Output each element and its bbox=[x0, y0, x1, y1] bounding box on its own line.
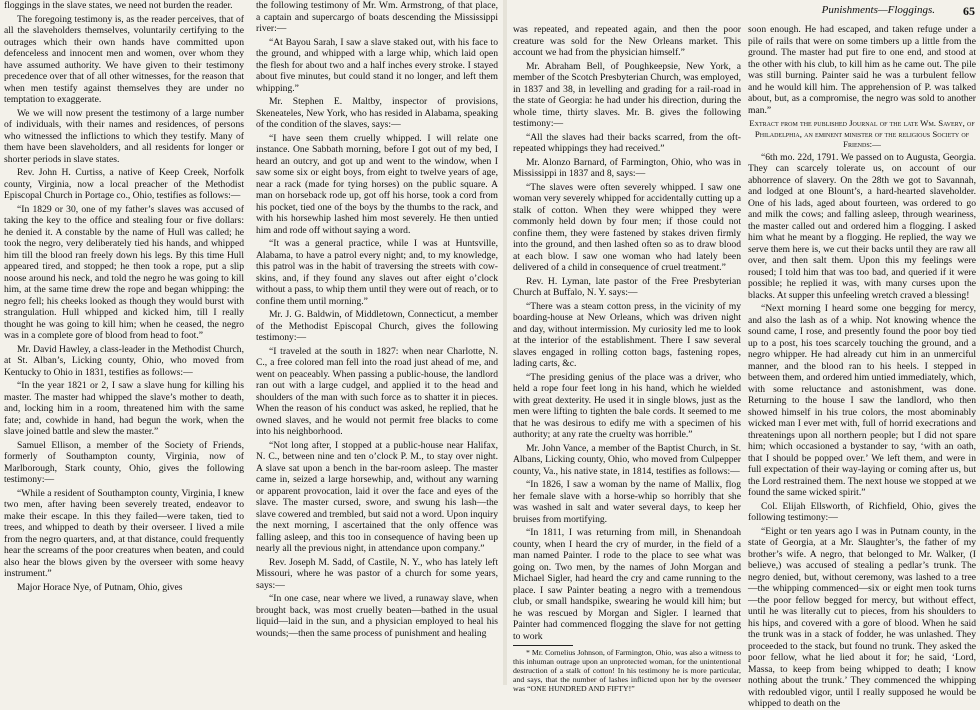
paragraph: Major Horace Nye, of Putnam, Ohio, gives bbox=[17, 581, 183, 593]
quotation: “In one case, near where we lived, a runaway slave, when brought back, was most cruelly beaten—bathed in the usual liquid—laid in the sun, and a physician employed to heal his wounds;—then the same process of punishment and healing bbox=[256, 593, 498, 639]
page-number: 65 bbox=[963, 4, 975, 18]
quotation: “In 1829 or 30, one of my father’s slaves was accused of taking the key to the office and stealing four or five dollars: he denied it. A constable by the name of Hull was called; he took the negro, very deliberately tied his hands, and whipped him till the blood ran freely down his legs. By this time Hull appeared tired, and stopped; he then took a rope, put a slip noose around his neck, and told the negro he was going to kill him, at the same time drew the rope and began whipping: the negro fell; his cheeks looked as though they would burst with strangulation. Hull whipped and kicked him, till I really thought he was going to kill him; when he ceased, the negro was in a complete gore of blood from head to foot.” bbox=[4, 203, 244, 341]
quotation: “I have seen them cruelly whipped. I will relate one instance. One Sabbath morning, before I got out of my bed, I heard an outcry, and got up and went to the window, when I saw some six or eight boys, from eight to twelve years of age, near a rack (made for tying horses) on the public square. A man on horseback rode up, got off his horse, took a cord from his pocket, tied one of the boys by the thumbs to the rack, and with his horsewhip lashed him most severely. He then untied him and rode off without saying a word. bbox=[256, 132, 498, 236]
paragraph: The foregoing testimony is, as the reader perceives, that of all the slaveholders themselves, voluntarily certifying to the outrages which their own hands have committed upon defenceless and innocent men and women, over whom they have assumed authority. We have given to their testimony precedence over that of all other witnesses, for the reason that when men testify against themselves they are under no temptation to exaggerate. bbox=[4, 13, 244, 105]
paragraph: soon enough. He had escaped, and taken refuge under a pile of rails that were on some timbers up a little from the ground. The master had put fire to one end, and stood at the other with his club, to kill him as he came out. The pile was still burning. Painter said he was a turbulent fellow and he would kill him. The apprehension of P. was talked about, but, as a compromise, the negro was sold to another man.” bbox=[748, 24, 976, 116]
paragraph: was repeated, and repeated again, and then the poor creature was sold for the New Orleans market. This account we had from the physician himself.” bbox=[513, 24, 741, 58]
paragraph: Rev. H. Lyman, late pastor of the Free Presbyterian Church at Buffalo, N. Y. says:— bbox=[513, 275, 741, 298]
paragraph: Mr. David Hawley, a class-leader in the Methodist Church, at St. Alban’s, Licking county, Ohio, who moved from Kentucky to Ohio in 1831, testifies as follows:— bbox=[4, 343, 244, 378]
quotation: “Next morning I heard some one begging for mercy, and also the lash as of a whip. Not knowing whence the sound came, I rose, and presently found the poor boy tied up to a post, his toes scarcely touching the ground, and a negro whipper. He had already cut him in an unmerciful manner, and the blood ran to his heels. I stepped in between them, and ordered him untied immediately, which, with some reluctance and astonishment, was done. Returning to the house I saw the landlord, who then showed himself in his true colors, the most abominably wicked man I ever met with, full of horrid execrations and threatenings upon all northern people; but I did not spare him; which occasioned a bystander to say, ‘with an oath, that I should be popped over.’ We left them, and were in full expectation of their way-laying or coming after us, but the Lord restrained them. The next house we stopped at we found the same wicked spirit.” bbox=[748, 303, 976, 499]
column-2 bbox=[256, 0, 498, 685]
paragraph: We we will now present the testimony of a large number of individuals, with their names and residences, of persons who witnessed the inflictions to which they testify. Many of them have been slaveholders, and all residents for longer or shorter periods in slave states. bbox=[4, 107, 244, 165]
paragraph: Mr. Abraham Bell, of Poughkeepsie, New York, a member of the Scotch Presbyterian Church, was employed, in 1837 and 38, in levelling and grading for a rail-road in the state of Georgia: he had under his direction, during the whole time, thirty slaves. Mr. B. gives the following testimony:— bbox=[513, 60, 741, 129]
quotation: “In the year 1821 or 2, I saw a slave hung for killing his master. The master had whipped the slave’s mother to death, and, locking him in a room, threatened him with the same fate; and, cowhide in hand, had begun the work, when the slave joined battle and slew the master.” bbox=[4, 380, 244, 437]
running-title: Punishments—Floggings. bbox=[821, 4, 935, 16]
quotation: “I traveled at the south in 1827: when near Charlotte, N. C., a free colored man fell into the road just ahead of me, and went on peaceably. When passing a public-house, the landlord ran out with a large cudgel, and applied it to the head and shoulders of the man with such force as to shatter it in pieces. When the reason of his conduct was asked, he replied, that he owned slaves, and he would not permit free blacks to come into his neighborhood. bbox=[256, 345, 498, 437]
quotation: “At Bayou Sarah, I saw a slave staked out, with his face to the ground, and whipped with a large whip, which laid open the flesh for about two and a half inches every stroke. I stayed about five minutes, but could stand it no longer, and left them whipping.” bbox=[256, 36, 498, 94]
running-head bbox=[513, 4, 975, 20]
paragraph: Mr. John Vance, a member of the Baptist Church, in St. Albans, Licking county, Ohio, who moved from Culpepper county, Va., his native state, in 1814, testifies as follows:— bbox=[513, 442, 741, 477]
quotation: “6th mo. 22d, 1791. We passed on to Augusta, Georgia. They can scarcely tolerate us, on account of our abhorrence of slavery. On the 28th we got to Savannah, and lodged at one Blount’s, a hard-hearted slaveholder. One of his lads, aged about fourteen, was ordered to go and milk the cows; and falling asleep, through weariness, the master called out and ordered him a flogging. I asked him what he meant by a flogging. He replied, the way we serve them here is, we cut their backs until they are raw all over, and then salt them. Upon this my feelings were roused; I told him that was too bad, and queried if it were possible; he replied it was, with many curses upon the blacks. At supper this unfeeling wretch craved a blessing! bbox=[748, 151, 976, 301]
quotation: “The presiding genius of the place was a driver, who held a rope four feet long in his hand, which he wielded with great dexterity. He used it in single blows, just as the men were lifting to tighten the bale cords. It seemed to me that he was desirous to edify me with a specimen of his authority; at any rate the cruelty was horrible.” bbox=[513, 371, 741, 440]
paragraph: Mr. J. G. Baldwin, of Middletown, Connecticut, a member of the Methodist Episcopal Church, gives the following testimony:— bbox=[256, 309, 498, 343]
footnote: * Mr. Cornelius Johnson, of Farmington, Ohio, was also a witness to this inhuman outrage upon an unprotected woman, for the unintentional destruction of a stalk of cotton! In his testimony he is more particular, and says, that the number of lashes inflicted upon her by the overseer was “ONE HUNDRED AND FIFTY!” bbox=[513, 648, 741, 693]
quotation: “Not long after, I stopped at a public-house near Halifax, N. C., between nine and ten o’clock P. M., to stay over night. A slave sat upon a bench in the bar-room asleep. The master came in, seized a large horsewhip, and, without any warning or apparent provocation, laid it over the face and eyes of the slave. The master cursed, swore, and swung his lash—the slave cowered and trembled, but said not a word. Upon inquiry the next morning, I ascertained that the only offence was falling asleep, and this too in consequence of having been up nearly all the previous night, in attendance upon company.” bbox=[256, 439, 498, 554]
column-3 bbox=[513, 24, 741, 693]
quotation: “Eight or ten years ago I was in Putnam county, in the state of Georgia, at a Mr. Slaughter’s, the father of my brother’s wife. A negro, that belonged to Mr. Walker, (I believe,) was accused of stealing a pedlar’s trunk. The negro denied, but, without ceremony, was lashed to a tree—the whipping commenced—six or eight men took turns—the poor fellow begged for mercy, but without effect, until he was literally cut to pieces, from his shoulders to his hips, and covered with a gore of blood. When he said the trunk was in a stack of fodder, he was unlashed. They proceeded to the stack, but found no trunk. They asked the poor fellow, what he lied about it for; he said, ‘Lord, Massa, to keep from being whipped to death; I know nothing about the trunk.’ They commenced the whipping with redoubled vigor, until I really supposed he would be whipped to death on the bbox=[748, 525, 976, 710]
paragraph: the following testimony of Mr. Wm. Armstrong, of that place, a captain and supercargo of boats descending the Mississippi river:— bbox=[256, 0, 498, 34]
paragraph: Rev. John H. Curtiss, a native of Keep Creek, Norfolk county, Virginia, now a local preacher of the Methodist Episcopal Church in Portage co., Ohio, testifies as follows:— bbox=[4, 167, 244, 201]
paragraph: floggings in the slave states, we need not burden the reader. bbox=[4, 0, 233, 11]
section-heading: Extract from the published Journal of the late Wm. Savery, of Philadelphia, an eminent minister of the religious Society of Friends:— bbox=[749, 118, 975, 150]
column-1 bbox=[4, 0, 244, 685]
column-4 bbox=[748, 24, 976, 710]
quotation: “All the slaves had their backs scarred, from the oft-repeated whippings they had received.” bbox=[513, 131, 741, 154]
paragraph: Rev. Joseph M. Sadd, of Castile, N. Y., who has lately left Missouri, where he was pastor of a church for some years, says:— bbox=[256, 556, 498, 591]
paragraph: Col. Elijah Ellsworth, of Richfield, Ohio, gives the following testimony:— bbox=[748, 500, 976, 524]
quotation: “There was a steam cotton press, in the vicinity of my boarding-house at New Orleans, which was driven night and day, without intermission. My curiosity led me to look at the interior of the establishment. There I saw several slaves engaged in rolling cotton bags, fastening ropes, lading carts, &c. bbox=[513, 300, 741, 369]
paragraph: Samuel Ellison, a member of the Society of Friends, formerly of Southampton county, Virginia, now of Marlborough, Stark county, Ohio, gives the following testimony:— bbox=[4, 439, 244, 485]
page-gutter bbox=[503, 0, 507, 685]
quotation: “In 1826, I saw a woman by the name of Mallix, flog her female slave with a horse-whip so horribly that she was washed in salt and water several days, to keep her bruises from mortifying. bbox=[513, 479, 741, 525]
quotation: “It was a general practice, while I was at Huntsville, Alabama, to have a patrol every night; and, to my knowledge, this patrol was in the habit of traversing the streets with cow-skins, and, if they found any slaves out after eight o’clock without a pass, to whip them until they were out of reach, or to confine them until morning.” bbox=[256, 238, 498, 307]
footnote-rule bbox=[513, 645, 573, 646]
paragraph: Mr. Alonzo Barnard, of Farmington, Ohio, who was in Mississippi in 1837 and 8, says:— bbox=[513, 156, 741, 179]
paragraph: Mr. Stephen E. Maltby, inspector of provisions, Skeneateles, New York, who has resided in Alabama, speaking of the condition of the slaves, says:— bbox=[256, 96, 498, 130]
quotation: “In 1811, I was returning from mill, in Shenandoah county, when I heard the cry of murder, in the field of a man named Painter. I rode to the place to see what was going on. Two men, by the names of John Morgan and Michael Sigler, had heard the cry and came running to the place. I saw Painter beating a negro with a tremendous club, or small handspike, swearing he would kill him; but he was rescued by Morgan and Sigler. I learned that Painter had commenced flogging the slave for not getting to work bbox=[513, 527, 741, 642]
quotation: “The slaves were often severely whipped. I saw one woman very severely whipped for accidentally cutting up a stalk of cotton. When they were whipped they were commonly held down by four men; if those could not confine them, they were fastened by stakes driven firmly into the ground, and then lashed often so as to draw blood at each blow. I saw one woman who had lately been delivered of a child in consequence of cruel treatment.” bbox=[513, 181, 741, 273]
quotation: “While a resident of Southampton county, Virginia, I knew two men, after having been severely treated, endeavor to make their escape. In this they failed—were taken, tied to trees, and whipped to death by their overseer. I lived a mile from the negro quarters, and, at that distance, could frequently hear the screams of the poor creatures when beaten, and could also hear the blows given by the overseer with some heavy instrument.” bbox=[4, 487, 244, 579]
